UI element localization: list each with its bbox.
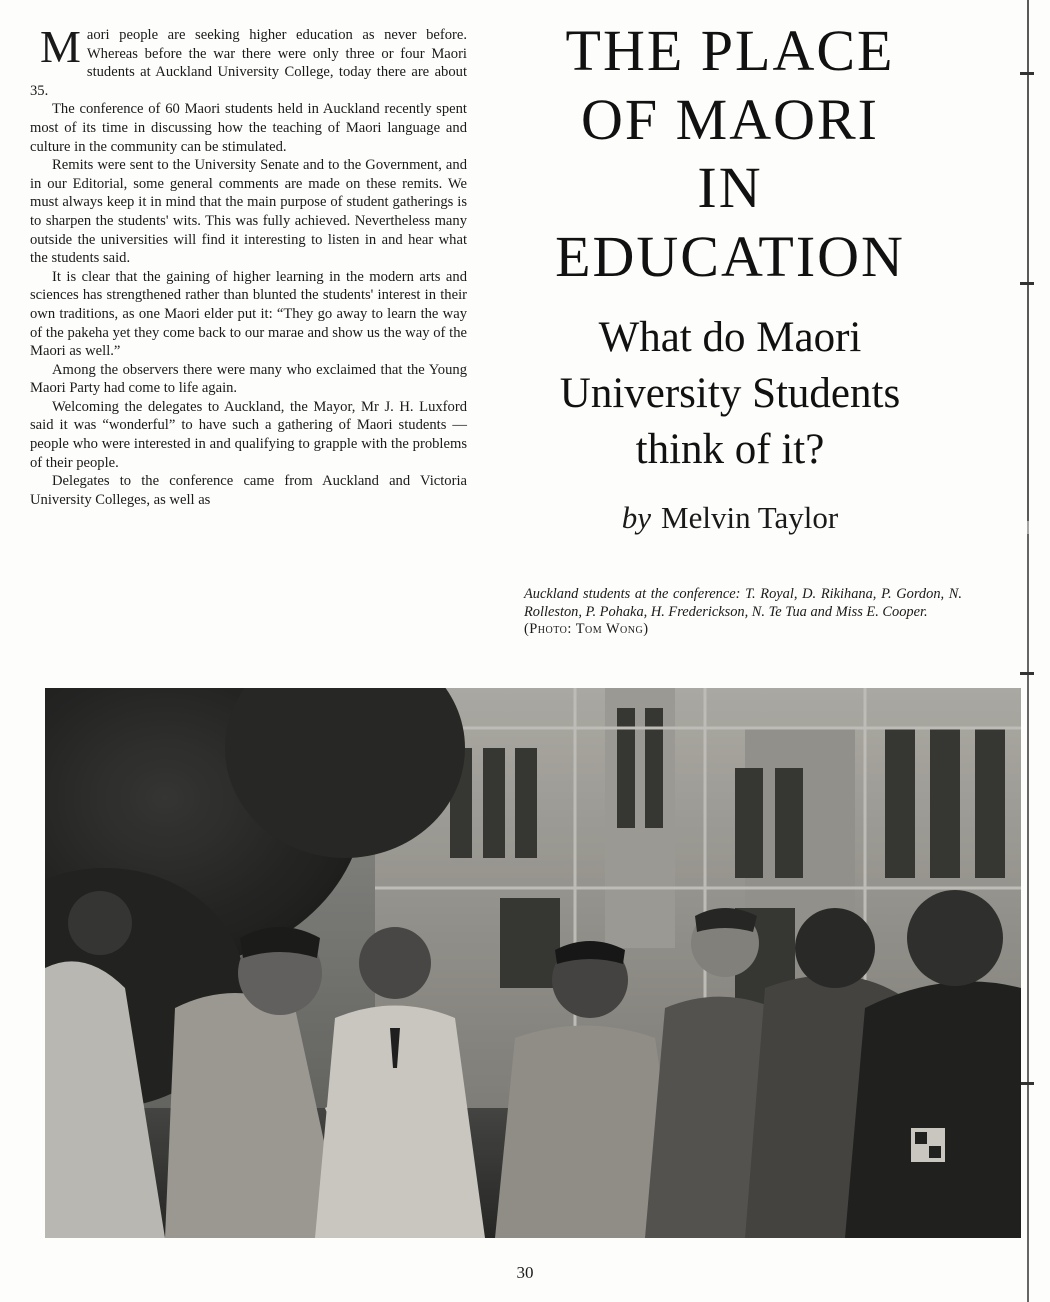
headline-line: EDUCATION: [555, 224, 905, 289]
byline: [520, 498, 940, 538]
headline-line: IN: [697, 155, 763, 220]
photo-credit: (Photo: Tom Wong): [524, 621, 649, 637]
article-paragraph: The conference of 60 Maori students held in Auckland recently spent most of its time in discussing how the teaching of Maori language and culture in the community can be stimulated.: [30, 101, 467, 155]
photo-illustration: [45, 688, 1021, 1238]
page-edge-mark: [1020, 72, 1034, 75]
article-paragraph: Delegates to the conference came from Auckland and Victoria University Colleges, as well as: [30, 473, 467, 508]
subheading-line: What do Maori: [598, 314, 862, 361]
page-number: 30: [516, 1263, 534, 1282]
drop-cap: M: [40, 21, 81, 72]
article-paragraph: [30, 21, 467, 100]
caption-text: Auckland students at the conference: T. Royal, D. Rikihana, P. Gordon, N. Rolleston, P. Pohaka, H. Frederickson, N. Te Tua and Miss E. Cooper.: [524, 586, 962, 620]
article-paragraph: Remits were sent to the University Senate and to the Government, and in our Editorial, some general comments are made on these remits. We must always keep it in mind that the main purpose of student gatherings is to sharpen the students' wits. This was fully achieved. Nevertheless many outside the universities will find it interesting to listen in and hear what the students said.: [30, 157, 467, 267]
author-name: Melvin Taylor: [661, 500, 839, 535]
article-paragraph: Welcoming the delegates to Auckland, the Mayor, Mr J. H. Luxford said it was “wonderful” to have such a gathering of Maori students —people who were interested in and qualifying to grapple with the problems of their people.: [30, 398, 467, 471]
page-edge-line: [1027, 0, 1029, 1302]
photo-caption: [524, 586, 962, 639]
subheading-line: think of it?: [635, 426, 825, 473]
article-subheading: [520, 310, 940, 478]
page-edge-mark: [1020, 672, 1034, 675]
headline-line: THE PLACE: [565, 18, 895, 83]
group-photo: [45, 688, 1021, 1238]
article-body: [30, 21, 467, 509]
byline-prefix: by: [621, 500, 652, 535]
subheading-line: University Students: [559, 370, 901, 417]
article-paragraph-text: aori people are seeking higher education as never before. Whereas before the war there were only three or four Maori students at Auckland University College, today there are about 35.: [30, 27, 467, 99]
page-edge-mark: [1020, 1082, 1034, 1085]
article-headline: [520, 20, 940, 288]
headline-line: OF MAORI: [581, 87, 879, 152]
page-edge-mark: [1020, 282, 1034, 285]
article-paragraph: Among the observers there were many who exclaimed that the Young Maori Party had come to life again.: [30, 361, 467, 397]
article-paragraph: It is clear that the gaining of higher learning in the modern arts and sciences has strengthened rather than blunted the students' interest in their own traditions, as one Maori elder put it: “They go away to learn the way of the pakeha yet they come back to our marae and show us the way of the Maori as well.”: [30, 268, 467, 360]
